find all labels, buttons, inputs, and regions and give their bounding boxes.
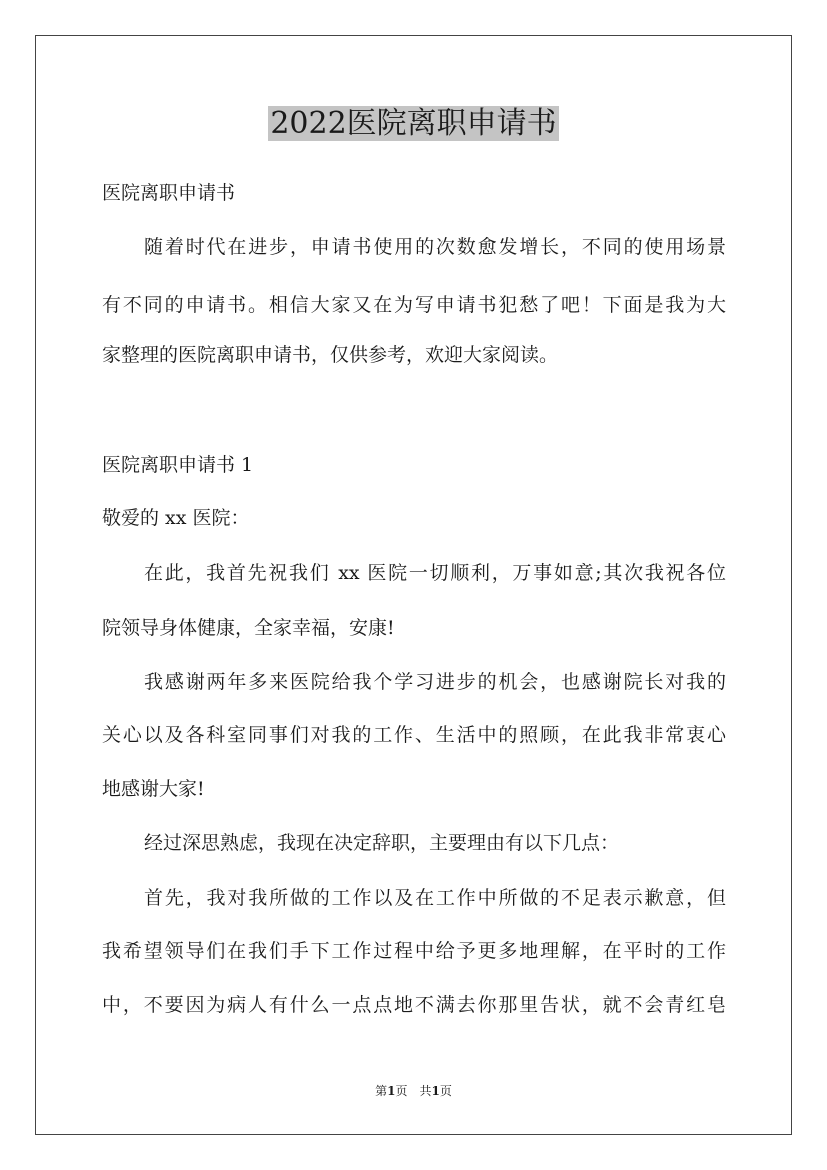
salutation: 敬爱的 xx 医院： [102, 507, 250, 529]
document-title [0, 104, 827, 144]
paragraph-4-line-1: 首先，我对我所做的工作以及在工作中所做的不足表示歉意，但 [144, 887, 726, 909]
footer-page-total: 1 [431, 1084, 440, 1098]
section-title: 医院离职申请书 1 [102, 454, 254, 476]
footer-page-suffix: 页 [439, 1084, 452, 1098]
page-footer [0, 1083, 827, 1099]
paragraph-4-line-3: 中，不要因为病人有什么一点点地不满去你那里告状，就不会青红皂 [102, 994, 726, 1016]
paragraph-3-line-1: 经过深思熟虑，我现在决定辞职，主要理由有以下几点： [144, 832, 620, 854]
footer-page-mid: 页 共 [395, 1084, 432, 1098]
paragraph-1-line-2: 院领导身体健康，全家幸福，安康! [102, 617, 395, 639]
paragraph-4-line-2: 我希望领导们在我们手下工作过程中给予更多地理解，在平时的工作 [102, 940, 726, 962]
intro-line-2: 有不同的申请书。相信大家又在为写申请书犯愁了吧！下面是我为大 [102, 294, 726, 316]
footer-page-current: 1 [387, 1084, 396, 1098]
document-heading: 医院离职申请书 [102, 182, 236, 204]
footer-page-prefix: 第 [375, 1084, 388, 1098]
intro-line-3: 家整理的医院离职申请书，仅供参考，欢迎大家阅读。 [102, 344, 559, 366]
paragraph-2-line-3: 地感谢大家! [102, 778, 205, 800]
intro-line-1: 随着时代在进步，申请书使用的次数愈发增长，不同的使用场景 [144, 236, 726, 258]
paragraph-2-line-1: 我感谢两年多来医院给我个学习进步的机会，也感谢院长对我的 [144, 671, 726, 693]
document-title-text: 2022医院离职申请书 [270, 106, 557, 141]
paragraph-1-line-1: 在此，我首先祝我们 xx 医院一切顺利，万事如意;其次我祝各位 [144, 562, 726, 584]
paragraph-2-line-2: 关心以及各科室同事们对我的工作、生活中的照顾，在此我非常衷心 [102, 724, 726, 746]
